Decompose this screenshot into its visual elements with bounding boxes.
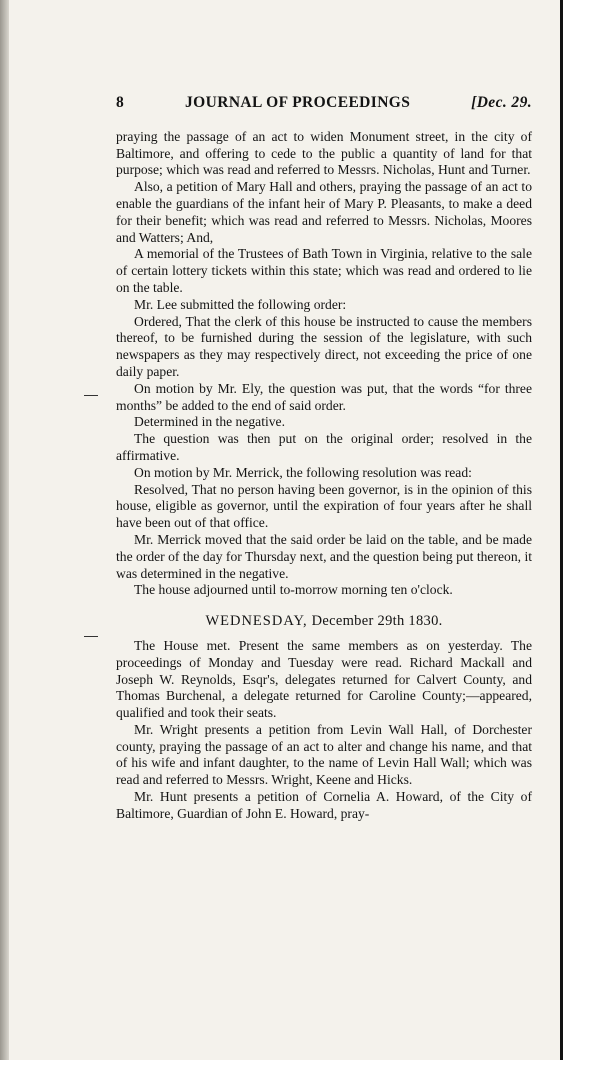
page-left-edge — [0, 0, 9, 1090]
paragraph: Ordered, That the clerk of this house be instructed to cause the members thereof, to be furnished during the session of the legislature, with such newspapers as they may respectively direct, not exceeding the price of one daily paper. — [116, 313, 532, 379]
page-right-margin — [563, 0, 600, 1090]
section-heading-date: December 29th 1830. — [311, 613, 443, 630]
paragraph: The house adjourned until to-morrow morning ten o'clock. — [134, 582, 453, 598]
margin-mark — [84, 395, 98, 396]
paragraph: Determined in the negative. — [134, 414, 285, 430]
page-number: 8 — [116, 94, 125, 111]
paragraph: Also, a petition of Mary Hall and others, praying the passage of an act to enable the guardians of the infant heir of Mary P. Pleasants, to make a deed for their benefit; which was read and referred to Messrs. Nicholas, Moores and Watters; And, — [116, 179, 532, 245]
paragraph: Mr. Hunt presents a petition of Cornelia A. Howard, of the City of Baltimore, Guardian of John E. Howard, pray- — [116, 789, 532, 821]
section-heading — [116, 613, 532, 630]
journal-title: JOURNAL OF PROCEEDINGS — [185, 94, 411, 111]
paragraph: Mr. Wright presents a petition from Levin Wall Hall, of Dorchester county, praying the passage of an act to alter and change his name, and that of his wife and infant daughter, to the name of Levin Hall Wall; which was read and referred to Messrs. Wright, Keene and Hicks. — [116, 721, 532, 788]
paragraph: Resolved, That no person having been governor, is in the opinion of this house, eligible as governor, until the expiration of four years after he shall have been out of that office. — [116, 481, 532, 531]
page-bottom-margin — [0, 1060, 600, 1090]
paragraph: Mr. Merrick moved that the said order be laid on the table, and be made the order of the day for Thursday next, and the question being put thereon, it was determined in the negative. — [116, 531, 532, 581]
section-heading-day: WEDNESDAY, — [205, 613, 308, 630]
paragraph: The House met. Present the same members as on yesterday. The proceedings of Monday and Tuesday were read. Richard Mackall and Joseph W. Reynolds, Esqr's, delegates returned for Calvert County, and Thomas Burchenal, a delegate returned for Caroline County;—appeared, qualified and took their seats. — [116, 637, 532, 721]
paragraph: On motion by Mr. Merrick, the following resolution was read: — [134, 464, 472, 480]
paragraph: Mr. Lee submitted the following order: — [134, 296, 347, 312]
paragraph: The question was then put on the original order; resolved in the affirmative. — [116, 431, 532, 463]
paragraph: A memorial of the Trustees of Bath Town in Virginia, relative to the sale of certain lottery tickets within this state; which was read and ordered to lie on the table. — [116, 246, 532, 295]
paragraph: praying the passage of an act to widen Monument street, in the city of Baltimore, and offering to cede to the public a quantity of land for that purpose; which was read and referred to Messrs. Nicholas, Hunt and Turner. — [116, 128, 532, 178]
margin-mark — [84, 636, 98, 637]
journal-page — [116, 95, 532, 823]
running-head — [116, 95, 532, 112]
paragraph: On motion by Mr. Ely, the question was put, that the words “for three months” be added to the end of said order. — [116, 380, 532, 413]
header-date: [Dec. 29. — [471, 94, 532, 111]
